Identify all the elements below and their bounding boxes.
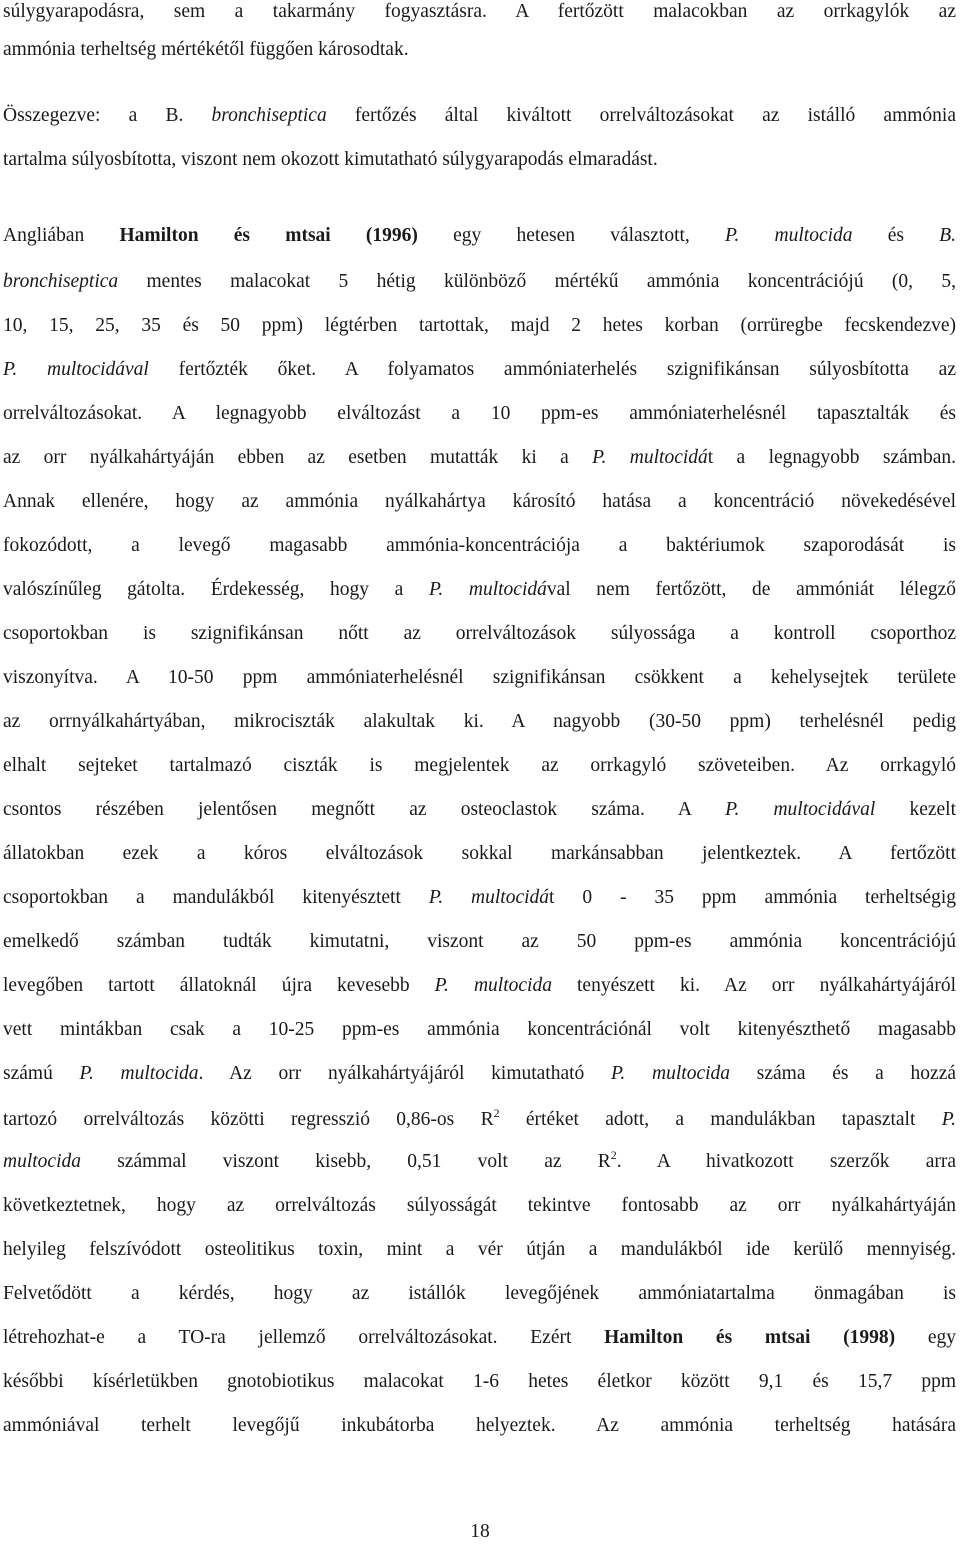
text-run: t a legnagyobb számban.: [707, 447, 956, 468]
text-run: t 0 - 35 ppm ammónia terheltségig: [549, 887, 956, 908]
text-run: Felvetődött a kérdés, hogy az istállók levegőjének ammóniatartalma önmagában is: [3, 1283, 956, 1304]
italic-text: P. multocidá: [592, 447, 708, 468]
text-line: [3, 1370, 956, 1394]
text-run: száma és a hozzá: [730, 1063, 957, 1084]
italic-text: P. multocidá: [428, 887, 550, 908]
text-line: [3, 38, 956, 62]
text-run: Angliában: [3, 225, 120, 246]
text-run: tartalma súlyosbította, viszont nem okozott kimutatható súlygyarapodás elmaradást.: [3, 149, 658, 170]
italic-text: P. multocida: [434, 975, 552, 996]
text-run: létrehozhat-e a TO-ra jellemző orrelváltozásokat. Ezért: [3, 1327, 605, 1348]
text-run: fokozódott, a levegő magasabb ammónia-koncentrációja a baktériumok szaporodását is: [3, 535, 956, 556]
text-run: mentes malacokat 5 hétig különböző mértékű ammónia koncentrációjú (0, 5,: [118, 271, 956, 292]
text-line: [3, 1238, 956, 1262]
text-line: [3, 1326, 956, 1350]
text-run: tenyészett ki. Az orr nyálkahártyájáról: [551, 975, 956, 996]
text-line: [3, 534, 956, 558]
text-line: [3, 104, 956, 128]
italic-text: P.: [941, 1109, 956, 1130]
text-line: [3, 1108, 956, 1132]
bold-text: Hamilton és mtsai (1996): [119, 225, 418, 246]
text-line: [3, 710, 956, 734]
text-run: egy: [895, 1327, 957, 1348]
text-run: későbbi kísérletükben gnotobiotikus malacokat 1-6 hetes életkor között 9,1 és 15,7 ppm: [3, 1371, 956, 1392]
text-line: [3, 622, 956, 646]
text-line: [3, 358, 956, 382]
text-run: értéket adott, a mandulákban tapasztalt: [499, 1109, 942, 1130]
text-run: kezelt: [875, 799, 956, 820]
text-run: orrelváltozásokat. A legnagyobb elváltozást a 10 ppm-es ammóniaterhelésnél tapasztalták és: [3, 403, 956, 424]
superscript: 2: [493, 1106, 500, 1120]
text-run: súlygyarapodásra, sem a takarmány fogyasztásra. A fertőzött malacokban az orrkagylók az: [3, 1, 956, 22]
text-run: számmal viszont kisebb, 0,51 volt az R: [81, 1151, 611, 1172]
italic-text: P. multocidával: [725, 799, 876, 820]
text-line: [3, 490, 956, 514]
text-run: ammónia terheltség mértékétől függően károsodtak.: [3, 39, 409, 60]
text-line: [3, 314, 956, 338]
text-line: [3, 974, 956, 998]
text-line: [3, 666, 956, 690]
text-run: elhalt sejteket tartalmazó ciszták is megjelentek az orrkagyló szöveteiben. Az orrkagyló: [3, 755, 956, 776]
text-run: csontos részében jelentősen megnőtt az osteoclastok száma. A: [3, 799, 726, 820]
text-line: [3, 886, 956, 910]
text-line: [3, 754, 956, 778]
text-run: az orrnyálkahártyában, mikrociszták alakultak ki. A nagyobb (30-50 ppm) terhelésnél pedig: [3, 711, 956, 732]
text-run: viszonyítva. A 10-50 ppm ammóniaterhelésnél szignifikánsan csökkent a kehelysejtek területe: [3, 667, 956, 688]
italic-text: bronchiseptica: [211, 105, 327, 126]
text-line: [3, 446, 956, 470]
text-run: ammóniával terhelt levegőjű inkubátorba helyeztek. Az ammónia terheltség hatására: [3, 1415, 956, 1436]
text-run: tartozó orrelváltozás közötti regresszió 0,86-os R: [3, 1109, 494, 1130]
text-run: és: [852, 225, 940, 246]
text-line: [3, 148, 956, 172]
text-run: fertőzték őket. A folyamatos ammóniaterhelés szignifikánsan súlyosbította az: [148, 359, 956, 380]
text-run: levegőben tartott állatoknál újra kevesebb: [3, 975, 435, 996]
italic-text: B.: [939, 225, 956, 246]
text-run: fertőzés által kiváltott orrelváltozásokat az istálló ammónia: [326, 105, 956, 126]
superscript: 2: [610, 1148, 617, 1162]
italic-text: P. multocidá: [428, 579, 547, 600]
text-line: [3, 842, 956, 866]
italic-text: P. multocida: [725, 225, 853, 246]
text-run: következtetnek, hogy az orrelváltozás súlyosságát tekintve fontosabb az orr nyálkahártyáján: [3, 1195, 956, 1216]
text-run: egy hetesen választott,: [417, 225, 726, 246]
text-run: csoportokban is szignifikánsan nőtt az orrelváltozások súlyossága a kontroll csoporthoz: [3, 623, 956, 644]
text-line: [3, 1282, 956, 1306]
text-line: [3, 578, 956, 602]
text-run: valószínűleg gátolta. Érdekesség, hogy a: [3, 579, 429, 600]
text-line: [3, 1062, 956, 1086]
text-line: [3, 0, 956, 24]
text-run: . Az orr nyálkahártyájáról kimutatható: [198, 1063, 612, 1084]
text-run: . A hivatkozott szerzők arra: [616, 1151, 956, 1172]
italic-text: P. multocidával: [3, 359, 149, 380]
italic-text: P. multocida: [611, 1063, 731, 1084]
text-line: [3, 1018, 956, 1042]
text-run: állatokban ezek a kóros elváltozások sokkal markánsabban jelentkeztek. A fertőzött: [3, 843, 956, 864]
italic-text: multocida: [3, 1151, 81, 1172]
text-line: [3, 1150, 956, 1174]
text-line: [3, 224, 956, 248]
text-run: val nem fertőzött, de ammóniát lélegző: [546, 579, 956, 600]
text-run: csoportokban a mandulákból kitenyésztett: [3, 887, 429, 908]
bold-text: Hamilton és mtsai (1998): [604, 1327, 896, 1348]
text-line: [3, 402, 956, 426]
text-line: [3, 270, 956, 294]
text-line: [3, 930, 956, 954]
text-run: számú: [3, 1063, 80, 1084]
page-number: 18: [470, 1521, 490, 1542]
text-line: [3, 1194, 956, 1218]
text-run: Összegezve: a B.: [3, 105, 212, 126]
text-run: helyileg felszívódott osteolitikus toxin, mint a vér útján a mandulákból ide kerülő mennyiség.: [3, 1239, 956, 1260]
text-run: 10, 15, 25, 35 és 50 ppm) légtérben tartottak, majd 2 hetes korban (orrüregbe fecskendezve): [3, 315, 956, 336]
italic-text: bronchiseptica: [3, 271, 119, 292]
text-run: az orr nyálkahártyáján ebben az esetben mutatták ki a: [3, 447, 593, 468]
text-run: emelkedő számban tudták kimutatni, viszont az 50 ppm-es ammónia koncentrációjú: [3, 931, 956, 952]
text-line: [3, 1414, 956, 1438]
text-line: [3, 798, 956, 822]
text-run: Annak ellenére, hogy az ammónia nyálkahártya károsító hatása a koncentráció növekedésével: [3, 491, 956, 512]
text-run: vett mintákban csak a 10-25 ppm-es ammónia koncentrációnál volt kitenyészthető magasabb: [3, 1019, 956, 1040]
italic-text: P. multocida: [79, 1063, 199, 1084]
